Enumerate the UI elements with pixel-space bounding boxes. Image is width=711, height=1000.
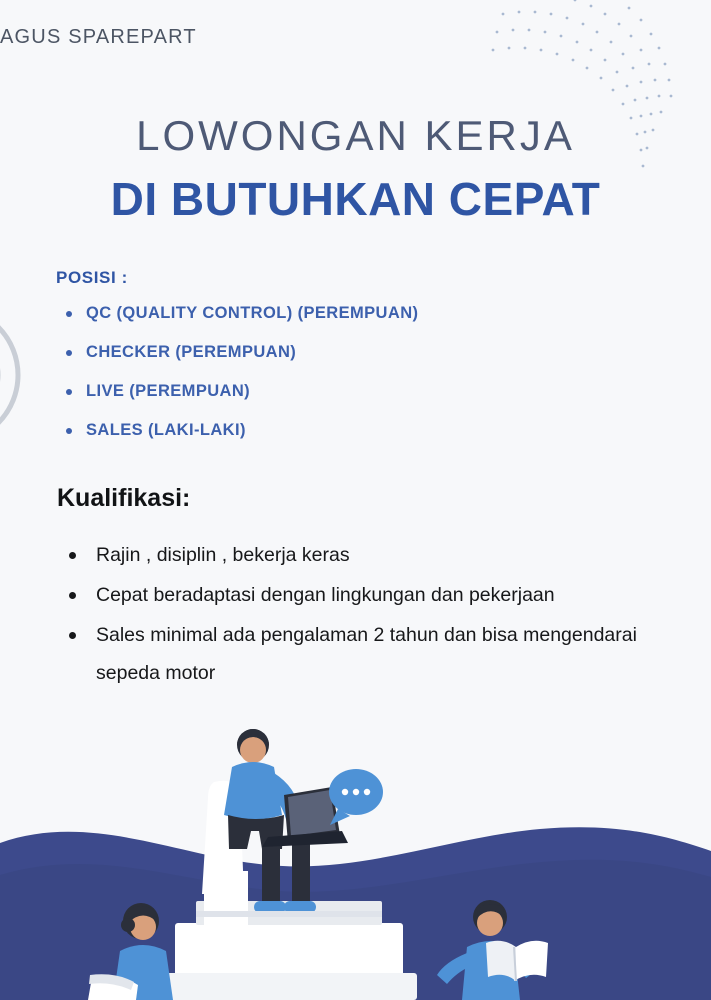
people-working-illustration xyxy=(0,725,711,1000)
positions-label: POSISI : xyxy=(56,268,128,287)
list-item: Sales minimal ada pengalaman 2 tahun dan bisa mengendarai sepeda motor xyxy=(57,616,657,692)
positions-section xyxy=(56,268,676,460)
qualifications-list xyxy=(57,536,657,694)
list-item: LIVE (PEREMPUAN) xyxy=(56,382,676,401)
page-subtitle: DI BUTUHKAN CEPAT xyxy=(110,173,601,226)
qualifications-title: Kualifikasi: xyxy=(57,484,191,512)
list-item: CHECKER (PEREMPUAN) xyxy=(56,343,676,362)
positions-list xyxy=(56,304,676,440)
page-title: LOWONGAN KERJA xyxy=(136,112,575,159)
list-item: Cepat beradaptasi dengan lingkungan dan pekerjaan xyxy=(57,576,657,614)
list-item: QC (QUALITY CONTROL) (PEREMPUAN) xyxy=(56,304,676,323)
list-item: SALES (LAKI-LAKI) xyxy=(56,421,676,440)
list-item: Rajin , disiplin , bekerja keras xyxy=(57,536,657,574)
poster-headings xyxy=(0,112,711,226)
brand-name: AGUS SPAREPART xyxy=(0,26,197,48)
